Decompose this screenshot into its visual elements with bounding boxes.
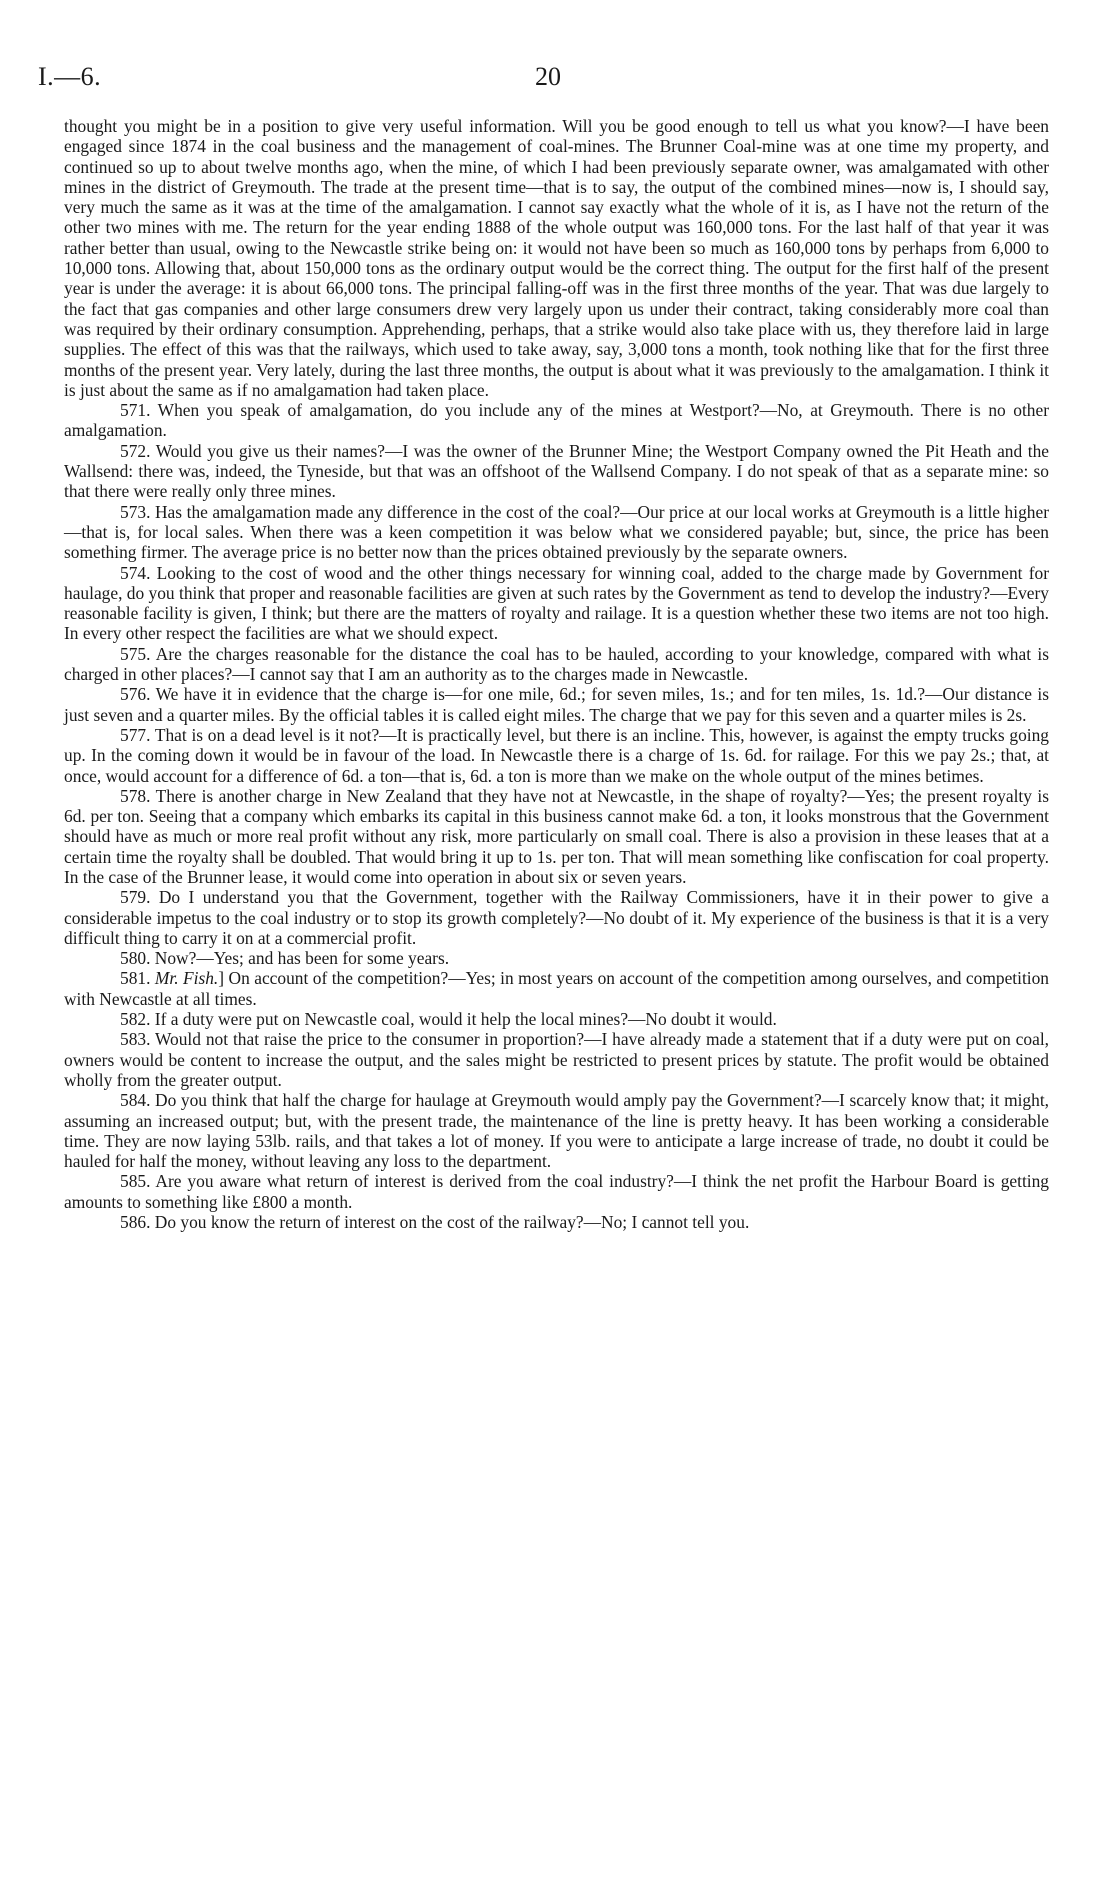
speaker-name: Mr. Fish. bbox=[154, 968, 219, 989]
question-586: 586. Do you know the return of interest on the cost of the railway?—No; I cannot tell you. bbox=[120, 1212, 750, 1233]
question-571: 571. When you speak of amalgamation, do you include any of the mines at Westport?—No, at Greymouth. There is no other amalgamation. bbox=[64, 400, 1049, 441]
question-578: 578. There is another charge in New Zealand that they have not at Newcastle, in the shape of royalty?—Yes; the present royalty is 6d. per ton. Seeing that a company which embarks its capital in this business cannot make 6d. a ton, it looks monstrous that the Government should have as much or more real profit without any risk, more particularly on small coal. There is also a provision in these leases that at a certain time the royalty shall be doubled. That would bring it up to 1s. per ton. That will mean something like confiscation for coal property. In the case of the Brunner lease, it would come into operation in about six or seven years. bbox=[64, 785, 1049, 887]
question-579: 579. Do I understand you that the Government, together with the Railway Commissioners, have it in their power to give a considerable impetus to the coal industry or to stop its growth completely?—No doubt of it. My experience of the business is that it is a very difficult thing to carry it on at a commercial profit. bbox=[64, 887, 1049, 948]
body-text bbox=[64, 116, 1049, 1232]
page-header bbox=[38, 56, 1058, 96]
question-577: 577. That is on a dead level is it not?—It is practically level, but there is an incline. This, however, is against the empty trucks going up. In the coming down it would be in favour of the load. In Newcastle there is a charge of 1s. 6d. for railage. For this we pay 2s.; that, at once, would account for a difference of 6d. a ton—that is, 6d. a ton is more than we make on the whole output of the mines betimes. bbox=[64, 724, 1049, 786]
question-572: 572. Would you give us their names?—I was the owner of the Brunner Mine; the Westport Company owned the Pit Heath and the Wallsend: there was, indeed, the Tyneside, but that was an offshoot of the Wallsend Company. I do not speak of that as a separate mine: so that there were really only three mines. bbox=[64, 440, 1049, 502]
question-574: 574. Looking to the cost of wood and the other things necessary for winning coal, added to the charge made by Government for haulage, do you think that proper and reasonable facilities are given at such rates by the Government as tend to develop the industry?—Every reasonable facility is given, I think; but there are the matters of royalty and railage. It is a question whether these two items are not too high. In every other respect the facilities are what we should expect. bbox=[64, 562, 1049, 644]
question-575: 575. Are the charges reasonable for the distance the coal has to be hauled, according to your knowledge, compared with what is charged in other places?—I cannot say that I am an authority as to the charges made in Newcastle. bbox=[64, 643, 1049, 685]
paragraph-continuation: thought you might be in a position to give very useful information. Will you be good enough to tell us what you know?—I have been engaged since 1874 in the coal business and the management of coal-mines. The Brunner Coal-mine was at one time my property, and continued so up to about twelve months ago, when the mine, of which I had been previously separate owner, was amalgamated with other mines in the district of Greymouth. The trade at the present time—that is to say, the output of the combined mines—now is, I should say, very much the same as it was at the time of the amalgamation. I cannot say exactly what the whole of it is, as I have not the return of the other two mines with me. The return for the year ending 1888 of the whole output was 160,000 tons. For the last half of that year it was rather better than usual, owing to the Newcastle strike being on: it would not have been so much as 160,000 tons by perhaps from 6,000 to 10,000 tons. Allowing that, about 150,000 tons as the ordinary output would be the correct thing. The output for the first half of the present year is under the average: it is about 66,000 tons. The principal falling-off was in the first three months of the year. That was due largely to the fact that gas companies and other large consumers drew very largely upon us under their contract, taking considerably more coal than was required by their ordinary consumption. Apprehending, perhaps, that a strike would also take place with us, they therefore laid in large supplies. The effect of this was that the railways, which used to take away, say, 3,000 tons a month, took nothing like that for the first three months of the present year. Very lately, during the last three months, the output is about what it was previously to the amalgamation. I think it is just about the same as if no amalgamation had taken place. bbox=[64, 116, 1049, 400]
question-585: 585. Are you aware what return of interest is derived from the coal industry?—I think the net profit the Harbour Board is getting amounts to something like £800 a month. bbox=[64, 1171, 1049, 1212]
question-text: ] On account of the competition?—Yes; in most years on account of the competition among ourselves, and competition with Newcastle at all times. bbox=[64, 968, 1050, 1009]
question-584: 584. Do you think that half the charge for haulage at Greymouth would amply pay the Government?—I scarcely know that; it might, assuming an increased output; but, with the present trade, the maintenance of the line is pretty heavy. It has been working a considerable time. They are now laying 53lb. rails, and that takes a lot of money. If you were to anticipate a large increase of trade, no doubt it could be hauled for half the money, without leaving any loss to the department. bbox=[64, 1090, 1049, 1172]
question-576: 576. We have it in evidence that the charge is—for one mile, 6d.; for seven miles, 1s.; and for ten miles, 1s. 1d.?—Our distance is just seven and a quarter miles. By the official tables it is called eight miles. The charge that we pay for this seven and a quarter miles is 2s. bbox=[64, 684, 1049, 725]
question-number: 581. bbox=[120, 968, 155, 989]
question-583: 583. Would not that raise the price to the consumer in proportion?—I have already made a statement that if a duty were put on coal, owners would be content to increase the output, and the sales might be restricted to present prices by statute. The profit would be obtained wholly from the greater output. bbox=[64, 1029, 1049, 1090]
question-582: 582. If a duty were put on Newcastle coal, would it help the local mines?—No doubt it would. bbox=[120, 1009, 777, 1030]
document-reference: I.—6. bbox=[38, 62, 102, 91]
question-581 bbox=[64, 968, 1049, 1009]
page-number: 20 bbox=[535, 62, 561, 91]
question-580: 580. Now?—Yes; and has been for some years. bbox=[120, 948, 450, 969]
question-573: 573. Has the amalgamation made any difference in the cost of the coal?—Our price at our local works at Greymouth is a little higher—that is, for local sales. When there was a keen competition it was below what we considered payable; but, since, the price has been something firmer. The average price is no better now than the prices obtained previously by the separate owners. bbox=[64, 501, 1049, 563]
